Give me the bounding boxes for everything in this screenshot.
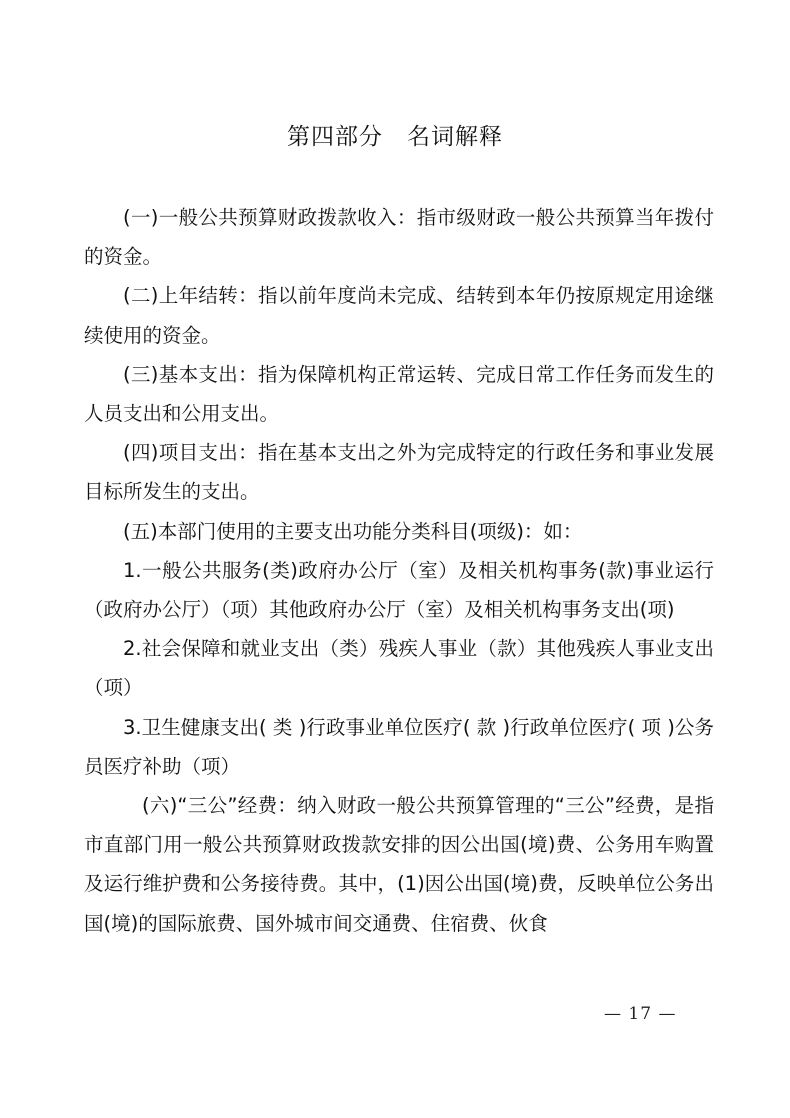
paragraph: 3.卫生健康支出( 类 )行政事业单位医疗( 款 )行政单位医疗( 项 )公务员医疗补助（项）: [84, 715, 714, 778]
paragraph: (三)基本支出：指为保障机构正常运转、完成日常工作任务而发生的人员支出和公用支出。: [84, 362, 714, 426]
paragraph: (六)“三公”经费：纳入财政一般公共预算管理的“三公”经费，是指市直部门用一般公共预算财政拨款安排的因公出国(境)费、公务用车购置及运行维护费和公务接待费。其中，(1)因公出国(境)费，反映单位公务出国(境)的国际旅费、国外城市间交通费、住宿费、伙食: [84, 794, 714, 935]
document-body: [84, 198, 714, 943]
page-number: — 17 —: [604, 1004, 677, 1024]
paragraph: (二)上年结转：指以前年度尚未完成、结转到本年仍按原规定用途继续使用的资金。: [84, 284, 714, 347]
page-title: 第四部分 名词解释: [287, 124, 503, 150]
paragraph: (一)一般公共预算财政拨款收入：指市级财政一般公共预算当年拨付的资金。: [84, 206, 714, 269]
paragraph: (五)本部门使用的主要支出功能分类科目(项级)：如：: [123, 519, 583, 543]
paragraph: 1.一般公共服务(类)政府办公厅（室）及相关机构事务(款)事业运行（政府办公厅）（项）其他政府办公厅（室）及相关机构事务支出(项): [84, 558, 714, 622]
paragraph: (四)项目支出：指在基本支出之外为完成特定的行政任务和事业发展目标所发生的支出。: [84, 441, 714, 504]
paragraph: 2.社会保障和就业支出（类）残疾人事业（款）其他残疾人事业支出（项）: [84, 637, 714, 700]
